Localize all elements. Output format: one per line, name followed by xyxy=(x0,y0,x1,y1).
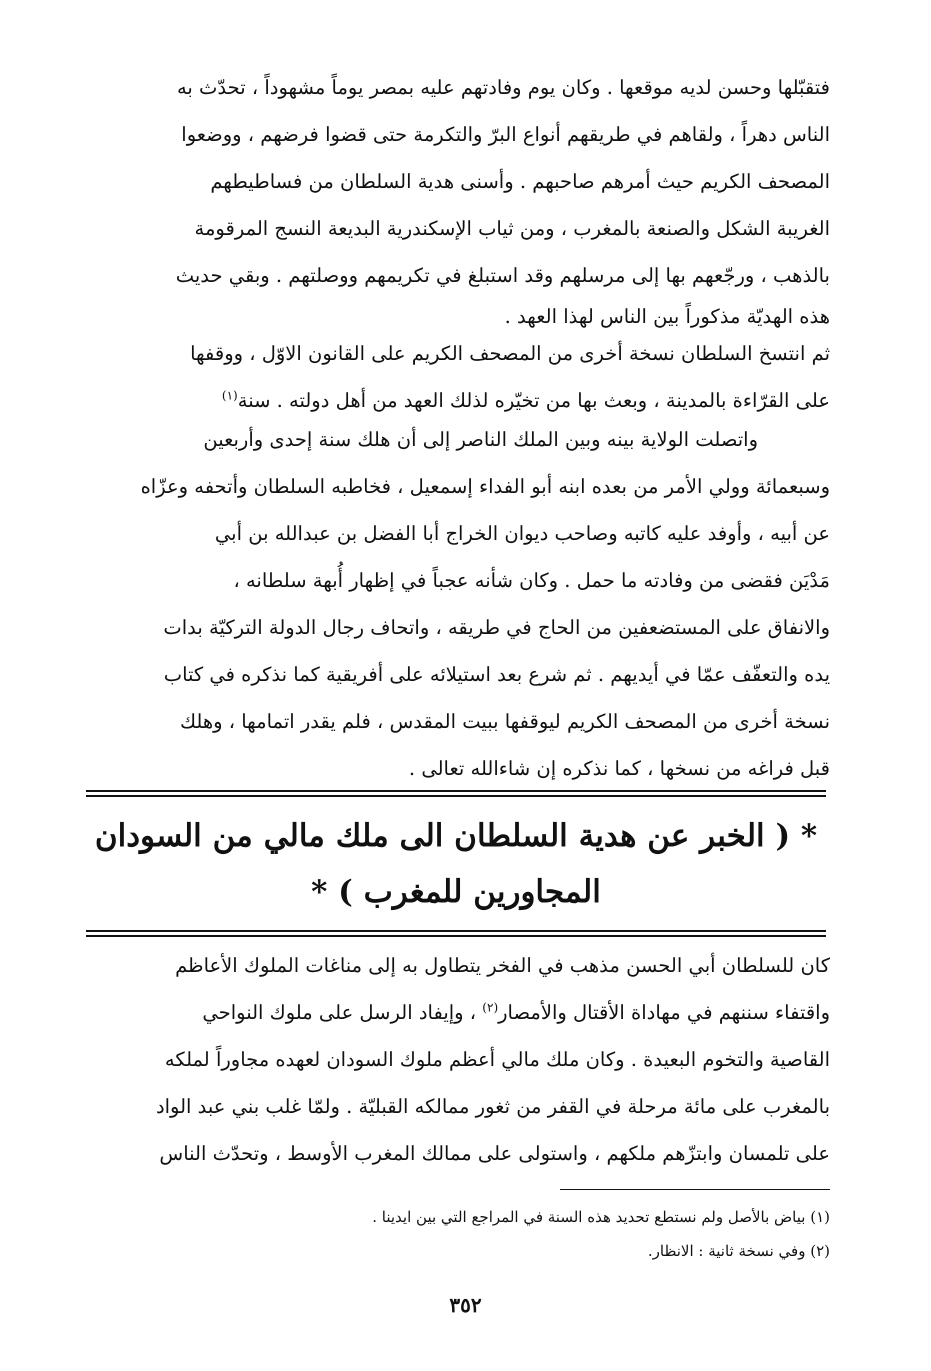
text-segment: على القرّاءة بالمدينة ، وبعث بها من تخيّره لذلك العهد من أهل دولته . سنة xyxy=(237,389,830,412)
footnote-ref-1: (١) xyxy=(221,388,238,403)
text-line: ثم انتسخ السلطان نسخة أخرى من المصحف الكريم على القانون الاوّل ، ووقفها xyxy=(190,342,830,365)
text-line: بالذهب ، ورجّعهم بها إلى مرسلهم وقد استبلغ في تكريمهم ووصلتهم . وبقي حديث xyxy=(175,264,830,287)
text-line: يده والتعفّف عمّا في أيديهم . ثم شرع بعد استيلائه على أفريقية كما نذكره في كتاب xyxy=(163,663,830,686)
footnote-separator xyxy=(560,1189,830,1190)
section-heading xyxy=(86,808,826,920)
text-line: واتصلت الولاية بينه وبين الملك الناصر إلى أن هلك سنة إحدى وأربعين xyxy=(203,428,758,451)
footnote-2: (٢) وفي نسخة ثانية : الانظار. xyxy=(647,1242,830,1260)
paragraph-1 xyxy=(90,64,830,335)
text-line: الغريبة الشكل والصنعة بالمغرب ، ومن ثياب الإسكندرية البديعة النسج المرقومة xyxy=(194,217,830,240)
text-line: والانفاق على المستضعفين من الحاج في طريقه ، واتحاف رجال الدولة التركيّة بدات xyxy=(163,616,830,639)
heading-line: المجاورين للمغرب ) * xyxy=(311,874,601,910)
text-line: وسبعمائة وولي الأمر من بعده ابنه أبو الفداء إسمعيل ، فخاطبه السلطان وأتحفه وعزّاه xyxy=(140,475,830,498)
text-line: المصحف الكريم حيث أمرهم صاحبهم . وأسنى هدية السلطان من فساطيطهم xyxy=(210,170,830,193)
text-line: عن أبيه ، وأوفد عليه كاتبه وصاحب ديوان الخراج أبا الفضل بن عبدالله بن أبي xyxy=(214,522,830,545)
text-line: الناس دهراً ، ولقاهم في طريقهم أنواع البرّ والتكرمة حتى قضوا فرضهم ، ووضعوا xyxy=(181,123,830,146)
text-segment: ، وإيفاد الرسل على ملوك النواحي xyxy=(202,1001,483,1024)
text-line: قبل فراغه من نسخها ، كما نذكره إن شاءالله تعالى . xyxy=(408,757,830,780)
text-line: مَدْيَن فقضى من وفادته ما حمل . وكان شأنه عجباً في إظهار أُبهة سلطانه ، xyxy=(233,569,830,592)
paragraph-4 xyxy=(90,942,830,1177)
text-line: كان للسلطان أبي الحسن مذهب في الفخر يتطاول به إلى مناغات الملوك الأعاظم xyxy=(175,954,830,977)
paragraph-2 xyxy=(90,330,830,424)
top-double-rule xyxy=(86,790,826,797)
text-segment: واقتفاء سننهم في مهاداة الأقتال والأمصار xyxy=(498,1001,830,1024)
text-line: بالمغرب على مائة مرحلة في القفر من ثغور ممالكه القبليّة . ولمّا غلب بني عبد الواد xyxy=(155,1095,830,1118)
text-line: فتقبّلها وحسن لديه موقعها . وكان يوم وفادتهم عليه بمصر يوماً مشهوداً ، تحدّث به xyxy=(176,76,830,99)
bottom-double-rule xyxy=(86,930,826,937)
text-line xyxy=(90,989,830,1036)
heading-line: * ( الخبر عن هدية السلطان الى ملك مالي من السودان xyxy=(94,818,818,854)
text-line: على تلمسان وابتزّهم ملكهم ، واستولى على ممالك المغرب الأوسط ، وتحدّث الناس xyxy=(159,1142,830,1165)
footnotes xyxy=(100,1200,830,1268)
footnote-1: (١) بياض بالأصل ولم نستطع تحديد هذه السنة في المراجع التي بين ايدينا . xyxy=(372,1208,830,1226)
paragraph-3 xyxy=(90,416,830,792)
text-line: نسخة أخرى من المصحف الكريم ليوقفها ببيت المقدس ، فلم يقدر اتمامها ، وهلك xyxy=(179,710,830,733)
page-number: ٣٥٢ xyxy=(449,1293,482,1317)
footnote-ref-2: (٢) xyxy=(482,1000,499,1015)
text-line: القاصية والتخوم البعيدة . وكان ملك مالي أعظم ملوك السودان لعهده مجاوراً لملكه xyxy=(164,1048,830,1071)
text-line: هذه الهديّة مذكوراً بين الناس لهذا العهد . xyxy=(504,305,830,328)
